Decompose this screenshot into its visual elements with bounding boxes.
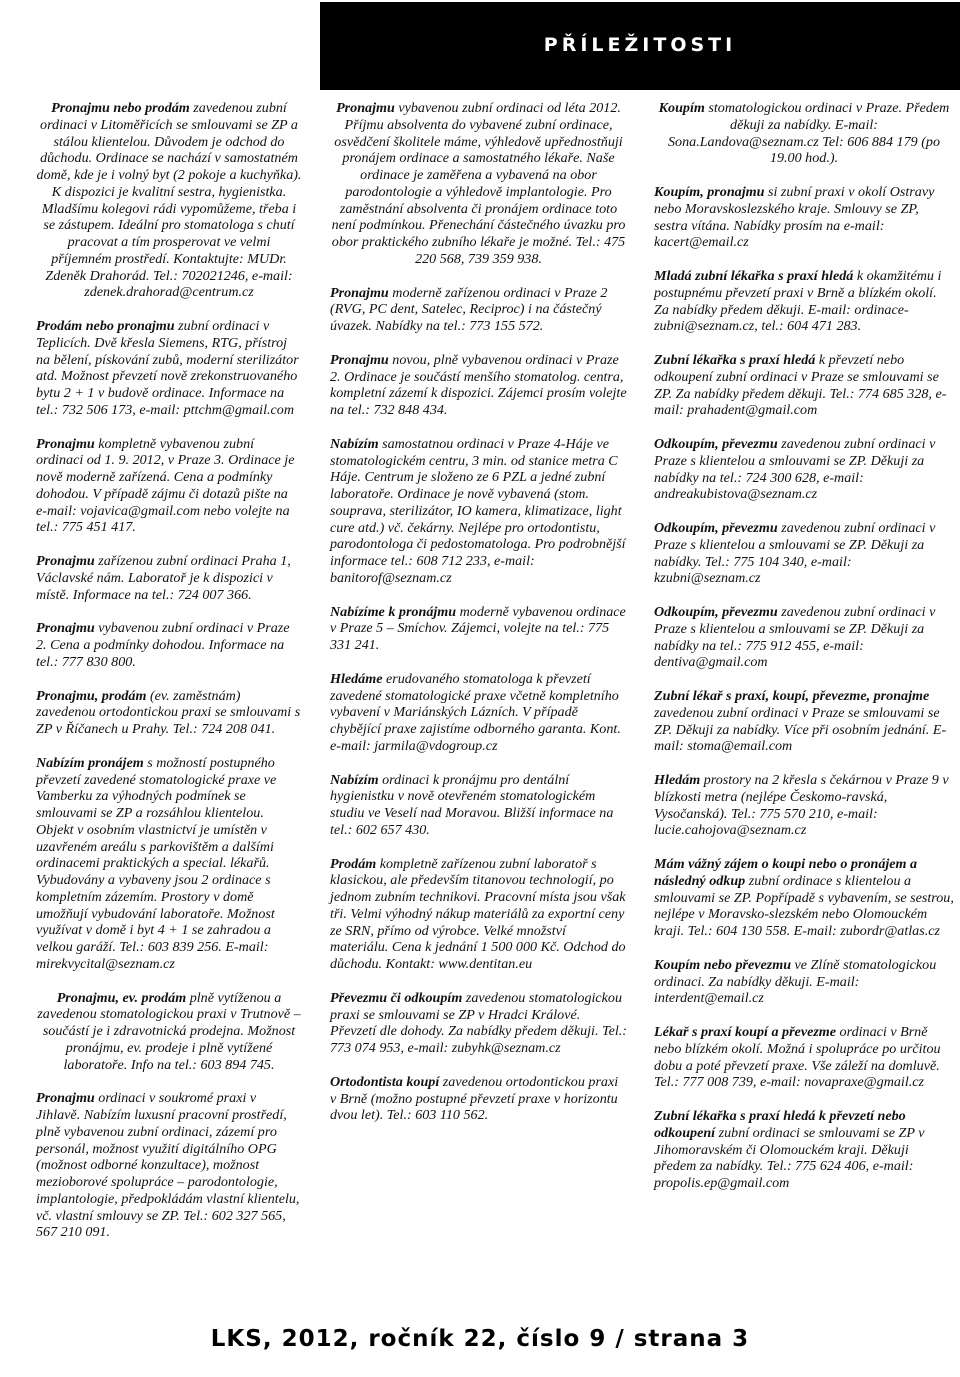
ad-lead: Převezmu či odkoupím [330,989,463,1006]
classified-ad [654,100,954,167]
ad-body: zavedenou zubní ordinaci v Praze s klientelou a smlouvami se ZP. Děkuji za nabídky. Tel.: 775 104 340, e-mail: kzubni@seznam.cz [654,520,936,587]
ad-body: zavedenou zubní ordinaci v Praze s klientelou a smlouvami se ZP. Děkuji za nabídky na tel.: 724 300 628, e-mail: andreakubistova@seznam.cz [654,436,936,503]
ad-body: si zubní praxi v okolí Ostravy nebo Moravskoslezského kraje. Smlouvy se ZP, sestra vítána. Nabídky prosím na e-mail: kacert@email.cz [654,184,935,251]
ad-lead: Ortodontista koupí [330,1073,440,1090]
ad-lead: Mám vážný zájem o koupi nebo o pronájem a následný odkup [654,856,918,889]
classified-ad [36,990,302,1074]
ad-lead: Pronajmu [336,100,395,116]
ad-lead: Pronajmu [36,1090,95,1107]
classified-ad [330,772,627,839]
ad-body: samostatnou ordinaci v Praze 4-Háje ve stomatologickém centru, 3 min. od stanice metra C Háje. Centrum je složeno ze 6 PZL a jedné zubní laboratoře. Ordinace je nově vybavená (stom. souprava, sterilizátor, IO kamera, klimatizace, light cure atd.) vč. čekárny. Nejlépe pro ortodontistu, parodontologa či pedostomatologa. Pro podrobnější informace tel.: 608 712 233, e-mail: banitorof@seznam.cz [330,435,626,586]
ad-lead: Zubní lékařka s praxí hledá [654,352,816,368]
classified-ad [654,268,954,335]
ad-lead: Nabízíme k pronájmu [330,603,457,620]
ad-lead: Hledám [654,772,701,788]
ad-lead: Mladá zubní lékařka s praxí hledá [654,268,854,284]
ad-lead: Nabízím [330,435,379,452]
classified-ad [330,990,627,1057]
classified-ad [654,772,954,839]
ad-body: zavedenou zubní ordinaci v Litoměřicích se smlouvami se ZP a stálou klientelou. Důvodem je odchod do důchodu. Ordinace se nachází v samostatném domě, kde je i volný byt (2 pokoje a kuchyňka). K dispozici je kvalitní sestra, hygienistka. Mladšímu kolegovi rádi vypomůžeme, třeba i se zástupem. Ideální pro stomatologa s chutí pracovat a tím prosperovat ve velmi příjemném prostředí. Kontaktujte: MUDr. Zdeněk Drahorád. Tel.: 702021246, e-mail: zdenek.drahorad@centrum.cz [36,100,302,301]
ad-lead: Pronajmu [36,620,95,637]
ad-body: prostory na 2 křesla s čekárnou v Praze 9 v blízkosti metra (nejlépe Českomo-ravská, Vysočanská). Tel.: 775 570 210, e-mail: lucie.cahojova@seznam.cz [654,772,949,839]
classified-ad [654,184,954,251]
ad-lead: Prodám nebo pronajmu [36,318,175,334]
classified-ad [330,604,627,654]
classified-ad [36,688,302,738]
ad-lead: Pronajmu nebo prodám [51,100,190,116]
ad-body: zařízenou zubní ordinaci Praha 1, Václavské nám. Laboratoř je k dispozici v místě. Informace na tel.: 724 007 366. [36,553,291,603]
ad-body: zubní ordinaci v Teplicích. Dvě křesla Siemens, RTG, přístroj na bělení, pískování zubů, moderní sterilizátor atd. Možnost převzetí nově zrekonstruovaného bytu 2 + 1 v budově ordinace. Informace na tel.: 732 506 173, e-mail: pttchm@gmail.com [36,318,299,418]
ad-body: ordinaci v soukromé praxi v Jihlavě. Nabízím luxusní pracovní prostředí, plně vybavenou zubní ordinaci, zázemí pro personál, možnost využití digitálního OPG (možnost odborné konzultace), možnost mezioborové spolupráce – parodontologie, implantologie, předpokládám vlastní klientelu, vč. vlastní smlouvy se ZP. Tel.: 602 327 565, 567 210 091. [36,1090,300,1241]
ad-lead: Nabízím pronájem [36,754,144,771]
classified-ad [654,856,954,940]
ad-body: zubní ordinace s klientelou a smlouvami se ZP. Popřípadě s vybavením, se sestrou, nejlépe v Moravsko-slezském nebo Olomouckém kraji. Tel.: 604 130 558. E-mail: zubordr@atlas.cz [654,872,954,939]
classified-ad [654,688,954,755]
ad-body: zavedenou stomatologickou praxi se smlouvami se ZP v Hradci Králové. Převzetí dle dohody. Za nabídky předem děkuji. Tel.: 773 074 953, e-mail: zubyhk@seznam.cz [330,989,627,1056]
classified-ad [36,318,302,419]
classified-ad [36,553,302,603]
ad-body: zavedenou zubní ordinaci v Praze se smlouvami se ZP. Děkuji za nabídky. Více při osobním jednání. E-mail: stoma@email.com [654,704,947,755]
classified-ad [654,957,954,1007]
ad-lead: Lékař s praxí koupí a převezme [654,1024,837,1040]
classified-ad [36,755,302,973]
ad-body: zubní ordinaci se smlouvami se ZP v Jihomoravském či Olomouckém kraji. Děkuji předem za nabídky. Tel.: 775 624 406, e-mail: propolis.ep@gmail.com [654,1124,925,1191]
classified-ad [330,285,627,335]
classified-ad [654,436,954,503]
ad-body: moderně zařízenou ordinaci v Praze 2 (RVG, PC dent, Satelec, Reciproc) i na částečný úvazek. Nabídky na tel.: 773 155 572. [330,284,608,334]
ad-body: (ev. zaměstnám) zavedenou ortodontickou praxi se smlouvami s ZP v Říčanech u Prahy. Tel.: 724 208 041. [36,687,301,737]
classified-ad [36,100,302,301]
ad-body: zavedenou ortodontickou praxi v Brně (možno postupné převzetí praxe v horizontu dvou let). Tel.: 603 110 562. [330,1073,619,1124]
classified-ad [654,520,954,587]
ad-body: k převzetí nebo odkoupení zubní ordinaci v Praze se smlouvami se ZP. Za nabídky předem děkuji. Tel.: 774 685 328, e-mail: prahadent@gmail.com [654,352,947,419]
ad-body: erudovaného stomatologa k převzetí zavedené stomatologické praxe včetně kompletního vybavení v Mariánských Lázních. V případě chybějící praxe zajistíme odborného garanta. Kont. e-mail: jarmila@vdogroup.cz [330,670,621,754]
column-right [654,100,954,1209]
ad-lead: Pronajmu [330,351,389,368]
section-banner [320,2,960,90]
ad-lead: Koupím nebo převezmu [654,956,792,973]
ad-body: stomatologickou ordinaci v Praze. Předem děkuji za nabídky. E-mail: Sona.Landova@seznam.cz Tel: 606 884 179 (po 19.00 hod.). [668,100,950,167]
classified-ad [330,352,627,419]
classified-ad [330,436,627,587]
ad-body: kompletně vybavenou zubní ordinaci od 1. 9. 2012, v Praze 3. Ordinace je nově moderně zařízená. Cena a podmínky dohodou. V případě zájmu či dotazů pište na e-mail: vojavica@gmail.com nebo volejte na tel.: 775 451 417. [36,435,295,536]
page-footer: LKS, 2012, ročník 22, číslo 9 / strana 3 [210,1326,750,1352]
ad-body: kompletně zařízenou zubní laboratoř s klasickou, ale především titanovou technologií, po jednom zubním technikovi. Pracovní místa jsou však tři. Velmi výhodný nákup materiálů za exportní ceny ze SRN, přímo od výrobce. Velké množství materiálu. Cena k jednání 1 500 000 Kč. Odchod do důchodu. Kontakt: www.dentitan.eu [330,855,626,972]
ad-lead: Odkoupím, převezmu [654,436,778,452]
ad-body: k okamžitému i postupnému převzetí praxi v Brně a blízkém okolí. Za nabídky předem děkuji. E-mail: ordinace-zubni@seznam.cz, tel.: 604 471 283. [654,268,942,335]
classified-ad [36,1090,302,1241]
classified-ad [654,1024,954,1091]
ad-body: vybavenou zubní ordinaci v Praze 2. Cena a podmínky dohodou. Informace na tel.: 777 830 800. [36,620,290,670]
ad-lead: Pronajmu [36,553,95,569]
ad-body: ordinaci v Brně nebo blízkém okolí. Možná i spolupráce po určitou dobu a poté převzetí praxe. Vše záleží na domluvě. Tel.: 777 008 739, e-mail: novapraxe@gmail.cz [654,1024,941,1091]
classified-ad [36,436,302,537]
ad-body: plně vytíženou a zavedenou stomatologickou praxi v Trutnově – součástí je i zdravotnická prodejna. Možnost pronájmu, ev. prodeje i plně vytížené laboratoře. Info na tel.: 603 894 745. [37,989,301,1073]
ad-lead: Pronajmu, prodám [36,687,147,704]
page-title: PŘÍLEŽITOSTI [543,34,737,56]
classified-ad [330,100,627,268]
ad-lead: Odkoupím, převezmu [654,604,778,620]
ad-body: novou, plně vybavenou ordinaci v Praze 2. Ordinace je součástí menšího stomatolog. centra, kompletní zázemí k dispozici. Zájemci prosím volejte na tel.: 732 848 434. [330,351,627,418]
classified-ad [654,352,954,419]
classified-ad [330,856,627,973]
ad-lead: Pronajmu [36,435,95,452]
classified-ad [36,620,302,670]
ad-lead: Koupím, pronajmu [654,184,765,200]
ad-lead: Zubní lékařka s praxí hledá k převzetí nebo odkoupení [654,1108,906,1141]
ad-lead: Zubní lékař s praxí, koupí, převezme, pronajme [654,688,930,704]
ad-lead: Hledáme [330,670,383,687]
ad-lead: Nabízím [330,771,379,788]
ad-body: moderně vybavenou ordinace v Praze 5 – Smíchov. Zájemci, volejte na tel.: 775 331 241. [330,603,626,653]
ad-lead: Pronajmu [330,284,389,301]
column-middle [330,100,627,1141]
ad-lead: Odkoupím, převezmu [654,520,778,536]
ad-body: ordinaci k pronájmu pro dentální hygienistku v nově otevřeném stomatologickém studiu ve Veselí nad Moravou. Bližší informace na tel.: 602 657 430. [330,771,614,838]
column-left [36,100,302,1258]
ad-body: vybavenou zubní ordinaci od léta 2012. Příjmu absolventa do vybavené zubní ordinace, osvědčení školitele máme, výhledově upřednostňuji pronájem ordinace a samostatného lékaře. Naše ordinace je zaměřena a vybavená na obor parodontologie a výhledově implantologie. Pro zaměstnání absolventa či pronájem ordinace toto není podmínkou. Přenechání částečného úvazku pro obor praktického zubního lékaře je možné. Tel.: 475 220 568, 739 359 938. [331,100,626,267]
ad-body: zavedenou zubní ordinaci v Praze s klientelou a smlouvami se ZP. Děkuji za nabídky na tel.: 775 912 455, e-mail: dentiva@gmail.com [654,604,936,671]
classified-ad [330,1074,627,1124]
classified-ad [330,671,627,755]
classified-ad [654,1108,954,1192]
ad-lead: Koupím [658,100,705,116]
ad-body: s možností postupného převzetí zavedené stomatologické praxe ve Vamberku za výhodných podmínek se smlouvami se ZP a rozsáhlou klientelou. Objekt v osobním vlastnictví je umístěn v uzavřeném areálu s parkovištěm a dalšími ordinacemi praktických a special. lékařů. Vybudovány a vybaveny jsou 2 ordinace s kompletním zázemím. Prostory v domě umožňují vybudování laboratoře. Možnost využívat v domě i byt 4 + 1 se zahradou a velkou garáží. Tel.: 603 839 256. E-mail: mirekvycital@seznam.cz [36,754,277,972]
ad-lead: Pronajmu, ev. prodám [56,989,187,1006]
classified-ad [654,604,954,671]
ad-lead: Prodám [330,855,377,872]
ad-body: ve Zlíně stomatologickou ordinaci. Za nabídky děkuji. E-mail: interdent@email.cz [654,956,937,1007]
